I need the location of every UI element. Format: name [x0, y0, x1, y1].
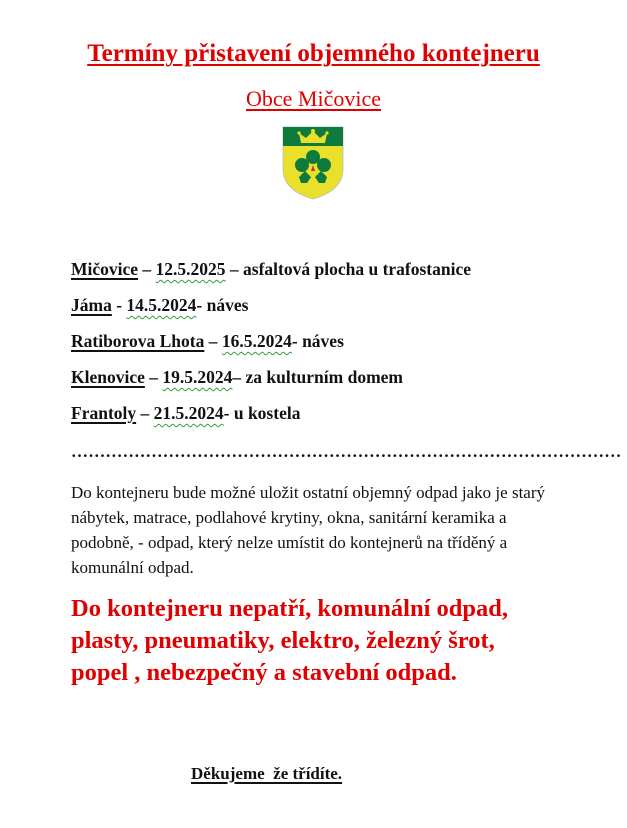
- location: náves: [206, 295, 249, 315]
- date: 14.5.2024: [126, 295, 197, 315]
- municipal-coat-of-arms-icon: [281, 125, 345, 201]
- date: 16.5.2024: [221, 331, 292, 351]
- location: za kulturním domem: [245, 367, 403, 387]
- location: asfaltová plocha u trafostanice: [243, 259, 472, 279]
- document-title-text: Termíny přistavení objemného kontejneru: [87, 40, 540, 67]
- info-paragraph: Do kontejneru bude možné uložit ostatní objemný odpad jako je starý nábytek, matrace, podlahové krytiny, okna, sanitární keramika a podobně, - odpad, který nelze umístit do kontejnerů na tříděný a komunální odpad.: [71, 483, 545, 577]
- place-name: Mičovice: [71, 259, 139, 279]
- schedule-row: [71, 330, 471, 366]
- location: náves: [302, 331, 344, 351]
- separator: -: [223, 403, 234, 423]
- separator: –: [138, 259, 156, 279]
- schedule-list: [71, 258, 471, 438]
- place-name: Klenovice: [71, 367, 145, 387]
- schedule-row: [71, 294, 471, 330]
- schedule-row: [71, 366, 471, 402]
- document-subtitle: [0, 86, 627, 112]
- separator: -: [291, 331, 303, 351]
- date: 12.5.2025: [155, 259, 226, 279]
- separator: -: [111, 295, 127, 315]
- document-title: [0, 40, 627, 68]
- separator: –: [232, 367, 246, 387]
- place-name: Frantoly: [71, 403, 137, 423]
- place-name: Ratiborova Lhota: [71, 331, 205, 351]
- separator: –: [204, 331, 222, 351]
- dotted-separator: ……………………………………………………………………………………: [71, 442, 622, 461]
- date: 19.5.2024: [162, 367, 233, 387]
- thanks-text: Děkujeme že třídíte.: [191, 764, 343, 783]
- document-subtitle-text: Obce Mičovice: [246, 86, 381, 111]
- separator: –: [144, 367, 163, 387]
- schedule-row: [71, 402, 471, 438]
- date: 21.5.2024: [153, 403, 224, 423]
- separator: –: [136, 403, 154, 423]
- separator: –: [225, 259, 244, 279]
- place-name: Jáma: [71, 295, 112, 315]
- location: u kostela: [233, 403, 301, 423]
- separator: -: [196, 295, 207, 315]
- warning-paragraph: Do kontejneru nepatří, komunální odpad, plasty, pneumatiky, elektro, železný šrot, popel , nebezpečný a stavební odpad.: [71, 595, 509, 686]
- schedule-row: [71, 258, 471, 294]
- thanks-note: [191, 764, 342, 784]
